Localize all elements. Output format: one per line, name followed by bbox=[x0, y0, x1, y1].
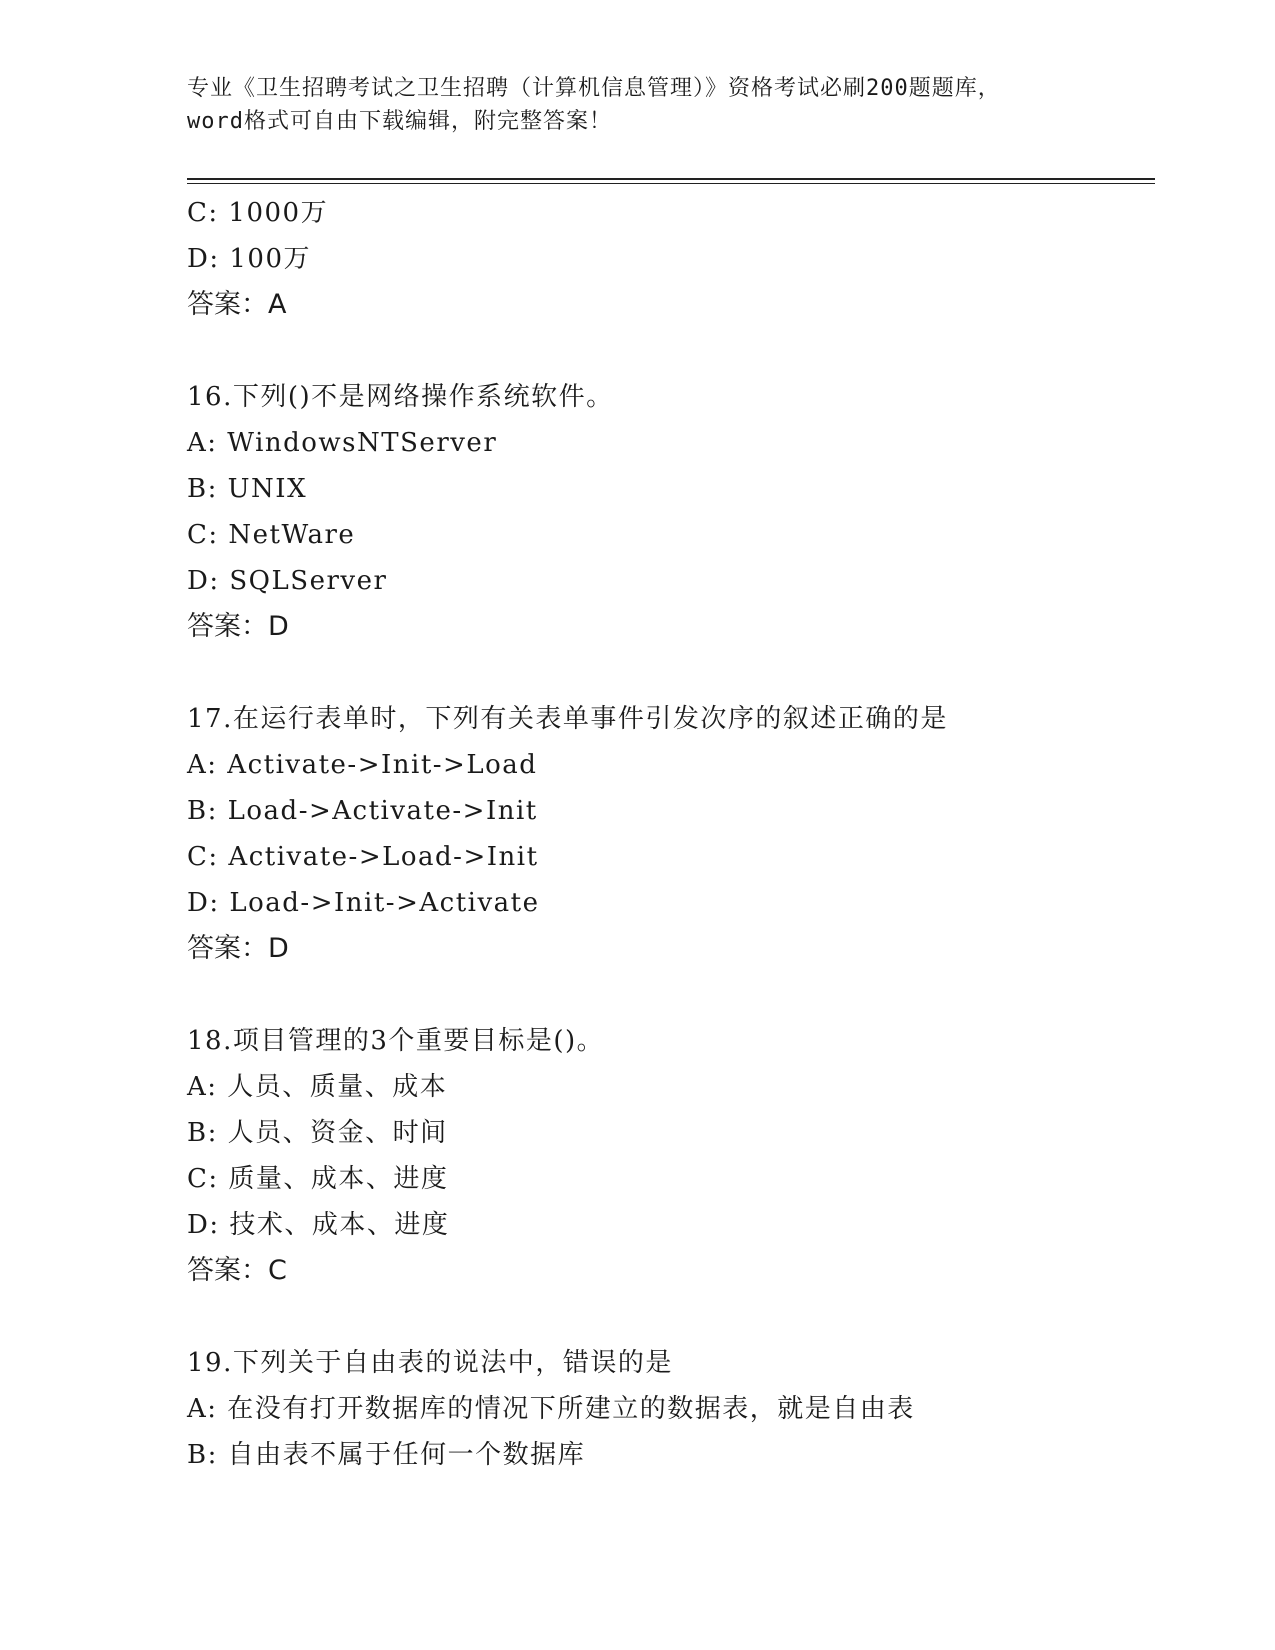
header-title-line-1: 专业《卫生招聘考试之卫生招聘（计算机信息管理）》资格考试必刷200题题库， bbox=[187, 76, 1001, 101]
answer-line: 答案：C bbox=[187, 1255, 287, 1286]
spacer bbox=[187, 328, 1155, 374]
question-stem: 17.在运行表单时，下列有关表单事件引发次序的叙述正确的是 bbox=[187, 704, 948, 734]
spacer bbox=[187, 650, 1155, 696]
question-18 bbox=[187, 1018, 1155, 1294]
option-b: B: 自由表不属于任何一个数据库 bbox=[187, 1440, 586, 1470]
option-c: C: 质量、成本、进度 bbox=[187, 1164, 449, 1194]
option-c: C: Activate->Load->Init bbox=[187, 842, 539, 872]
document-body bbox=[187, 190, 1155, 1478]
option-b: B: UNIX bbox=[187, 474, 308, 504]
option-d: D: 技术、成本、进度 bbox=[187, 1210, 450, 1240]
answer-line: 答案：D bbox=[187, 933, 289, 964]
option-d: D: SQLServer bbox=[187, 566, 388, 596]
question-15-continued bbox=[187, 190, 1155, 328]
question-19 bbox=[187, 1340, 1155, 1478]
question-stem: 16.下列()不是网络操作系统软件。 bbox=[187, 382, 614, 412]
spacer bbox=[187, 972, 1155, 1018]
question-stem: 18.项目管理的3个重要目标是()。 bbox=[187, 1026, 605, 1056]
option-a: A: 在没有打开数据库的情况下所建立的数据表，就是自由表 bbox=[187, 1394, 915, 1424]
spacer bbox=[187, 1294, 1155, 1340]
option-c: C: NetWare bbox=[187, 520, 356, 550]
option-b: B: Load->Activate->Init bbox=[187, 796, 538, 826]
document-header bbox=[187, 72, 1087, 138]
question-16 bbox=[187, 374, 1155, 650]
option-a: A: WindowsNTServer bbox=[187, 428, 498, 458]
question-stem: 19.下列关于自由表的说法中，错误的是 bbox=[187, 1348, 673, 1378]
option-d: D: 100万 bbox=[187, 244, 311, 274]
option-d: D: Load->Init->Activate bbox=[187, 888, 540, 918]
header-divider-thick bbox=[187, 178, 1155, 180]
option-c: C: 1000万 bbox=[187, 198, 329, 228]
question-17 bbox=[187, 696, 1155, 972]
option-a: A: Activate->Init->Load bbox=[187, 750, 538, 780]
answer-line: 答案：A bbox=[187, 289, 287, 320]
header-divider-thin bbox=[187, 183, 1155, 184]
answer-line: 答案：D bbox=[187, 611, 289, 642]
option-a: A: 人员、质量、成本 bbox=[187, 1072, 448, 1102]
header-title-line-2: word格式可自由下载编辑，附完整答案！ bbox=[187, 109, 612, 134]
option-b: B: 人员、资金、时间 bbox=[187, 1118, 448, 1148]
